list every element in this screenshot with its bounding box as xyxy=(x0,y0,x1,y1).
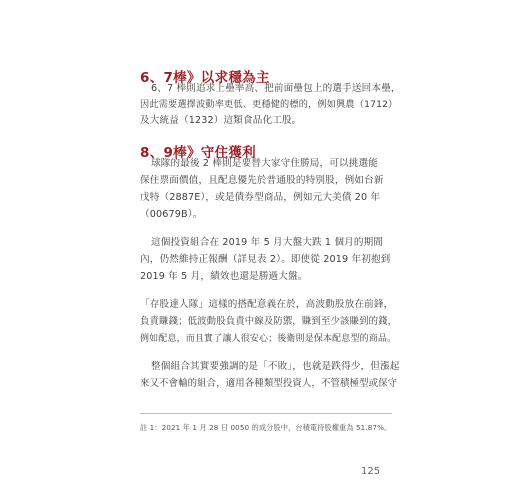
body-line: 因此需要選擇波動率更低、更穩健的標的，例如興農（1712） xyxy=(140,99,398,110)
body-line: 戊特（2887E），或是債券型商品，例如元大美債 20 年 xyxy=(140,192,381,203)
body-line: 整個組合其實要強調的是「不敗」，也就是跌得少，但漲起 xyxy=(151,361,400,372)
section-heading-8-9: 8、9棒》守住獲利 xyxy=(140,145,256,161)
body-line: 6、7 棒則追求上壘率高、把前面壘包上的選手送回本壘， xyxy=(151,83,401,94)
body-line: 負責賺錢；低波動股負責中線及防禦，賺到至少該賺到的錢， xyxy=(140,316,398,327)
page-number: 125 xyxy=(361,466,381,477)
body-line: 內，仍然維持正報酬（詳見表 2）。即使從 2019 年初抱到 xyxy=(140,254,391,265)
body-line: （00679B）。 xyxy=(140,209,203,220)
footnote-divider xyxy=(140,413,392,414)
body-line: 及大統益（1232）這類食品化工股。 xyxy=(140,115,302,126)
body-line: 例如配息，而且實了讓人很安心；後衛則是保本配息型的商品。 xyxy=(140,334,397,344)
body-line: 「存股達人隊」這樣的搭配意義在於，高波動股放在前鋒， xyxy=(140,299,394,310)
footnote: 註 1：2021 年 1 月 28 日 0050 的成分股中，台積電持股權重為 51.87%。 xyxy=(140,423,392,432)
section-heading-6-7: 6、7棒》以求穩為主 xyxy=(140,70,270,86)
body-line: 球隊的最後 2 棒則是要替大家守住勝局，可以挑選能 xyxy=(151,158,379,169)
body-line: 這個投資組合在 2019 年 5 月大盤大跌 1 個月的期間 xyxy=(151,237,384,248)
body-line: 保住票面價值，且配息優先於普通股的特別股，例如台新 xyxy=(140,175,384,186)
body-line: 2019 年 5 月，績效也還是勝過大盤。 xyxy=(140,271,308,282)
body-line: 來又不會輸的組合，適用各種類型投資人，不管積極型或保守 xyxy=(140,378,398,389)
